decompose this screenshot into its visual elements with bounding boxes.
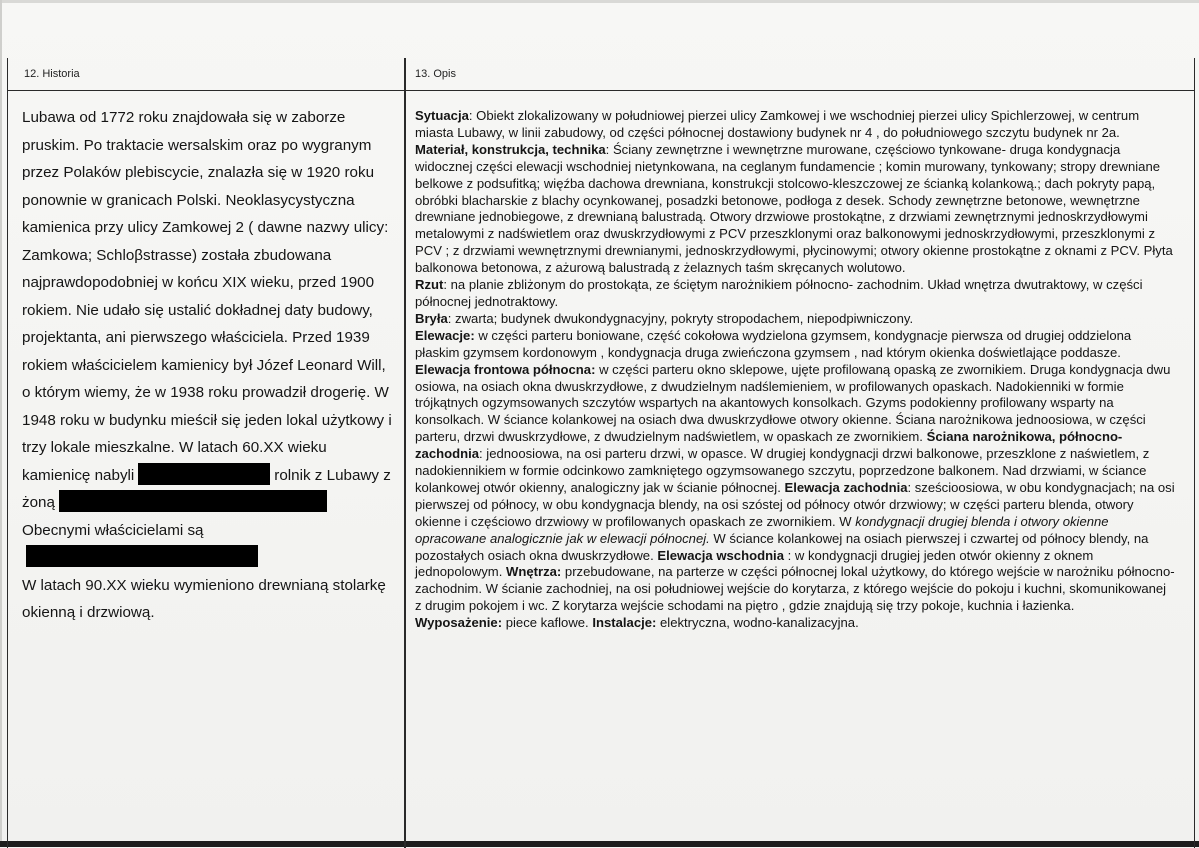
table-border-right	[1194, 58, 1195, 848]
table-border-left	[7, 58, 8, 848]
heading-naroznikowa: Ściana narożnikowa, północno- zachodnia	[415, 429, 1123, 462]
description-column	[415, 108, 1175, 632]
text-rzut: : na planie zbliżonym do prostokąta, ze ściętym narożnikiem północno- zachodnim. Układ wnętrza dwutraktowy, w części północnej jednotraktowy.	[415, 277, 1143, 309]
redaction-box	[26, 545, 258, 567]
scan-edge-bottom	[0, 841, 1199, 847]
desc-material	[415, 142, 1175, 277]
desc-wyposazenie	[415, 615, 1175, 632]
heading-wschodnia: Elewacja wschodnia	[657, 547, 784, 563]
text-bryla: : zwarta; budynek dwukondygnacyjny, pokryty stropodachem, niepodpiwniczony.	[447, 310, 914, 326]
history-paragraph-2: W latach 90.XX wieku wymieniono drewnianą stolarkę okienną i drzwiową.	[22, 576, 386, 621]
scan-edge-top	[0, 0, 1199, 3]
desc-elewacje	[415, 328, 1175, 362]
history-text-wlasc: właścicielami są	[94, 521, 204, 539]
heading-instalacje: Instalacje:	[592, 615, 657, 631]
redaction-box	[59, 490, 327, 512]
heading-elewacje: Elewacje:	[415, 327, 475, 343]
heading-wnetrza: Wnętrza:	[505, 564, 562, 580]
heading-material: Materiał, konstrukcja, technika	[415, 141, 606, 157]
text-naroznikowa: : jednoosiowa, na osi parteru drzwi, w opasce. W drugiej kondygnacji drzwi balkonowe, przeszklone z naświetlem, z nadokiennikiem w formie odcinkowo zamkniętego ogzymsowanego szczytu, poprzedzone balkonem. Nad drzwiami, w ściance kolankowej otwór okienny, analogiczny jak w ścianie północnej.	[415, 446, 1150, 495]
scan-edge-left	[0, 0, 2, 847]
desc-sytuacja	[415, 108, 1175, 142]
desc-rzut	[415, 277, 1175, 311]
history-text-rolnik: rolnik z Lubawy z żoną	[22, 466, 391, 511]
text-sytuacja: : Obiekt zlokalizowany w południowej pierzei ulicy Zamkowej i we wschodniej pierzei ulicy Spichlerzowej, w centrum miasta Lubawy, w linii zabudowy, od części północnej dostawiony budynek nr 4 , do południowego szczytu budynek nr 2a.	[415, 108, 1140, 140]
text-zachodnia-2: W ściance kolankowej na osiach pierwszej i czwartej od północy blendy, na pozostałych osiach okna dwuskrzydłowe.	[415, 530, 1149, 563]
history-text-obecnymi: Obecnymi	[22, 521, 91, 539]
history-text: Lubawa od 1772 roku znajdowała się w zaborze pruskim. Po traktacie wersalskim oraz po wygranym przez Polaków plebiscycie, znalazła się w 1920 roku ponownie w granicach Polski. Neoklasycystyczna kamienica przy ulicy Zamkowej 2 ( dawne nazwy ulicy: Zamkowa; Schloβstrasse) została zbudowana najprawdopodobniej w końcu XIX wieku, przed 1900 rokiem. Nie udało się ustalić dokładnej daty budowy, projektanta, ani pierwszego właściciela. Przed 1939 rokiem właścicielem kamienicy był Józef Leonard Will, o którym wiemy, że w 1938 roku prowadził drogerię. W 1948 roku w budynku mieścił się jeden lokal użytkowy i trzy lokale mieszkalne. W latach 60.XX wieku kamienicę	[22, 109, 392, 484]
text-zachodnia-italic: kondygnacji drugiej blenda i otwory okienne opracowane analogicznie jak w elewacji północnej.	[415, 513, 1109, 546]
heading-bryla: Bryła	[415, 310, 448, 326]
desc-frontowa	[415, 362, 1175, 616]
text-wyposazenie: piece kaflowe.	[502, 615, 589, 631]
text-instalacje: elektryczna, wodno-kanalizacyjna.	[656, 615, 859, 631]
redaction-box	[138, 463, 270, 485]
table-header-rule	[7, 90, 1195, 91]
heading-frontowa: Elewacja frontowa północna:	[415, 361, 596, 377]
heading-zachodnia: Elewacja zachodnia	[784, 479, 908, 495]
section-label-historia: 12. Historia	[24, 68, 80, 80]
section-label-opis: 13. Opis	[415, 68, 456, 80]
text-elewacje: w części parteru boniowane, część cokołowa wydzielona gzymsem, kondygnacje pierwsza od drugiej oddzielona płaskim gzymsem kordonowym , kondygnacja druga zwieńczona gzymsem , nad którym okienka doświetlające poddasze.	[415, 327, 1132, 360]
heading-wyposazenie: Wyposażenie:	[415, 615, 503, 631]
text-zachodnia: : sześcioosiowa, w obu kondygnacjach; na osi pierwszej od północy, w obu kondygnacja blendy, na osi szóstej od północy otwór drzwiowy; w części parteru blenda, otwory okienne i częściowo drzwiowy w profilowanych opaskach ze zwornikiem. W	[415, 479, 1175, 529]
history-column	[22, 104, 392, 627]
text-wschodnia: : w kondygnacji drugiej jeden otwór okienny z oknem jednopolowym.	[415, 547, 1094, 580]
heading-rzut: Rzut	[415, 277, 444, 293]
history-paragraph	[22, 104, 392, 572]
heading-sytuacja: Sytuacja	[415, 108, 469, 123]
text-frontowa: w części parteru okno sklepowe, ujęte profilowaną opaską ze zwornikiem. Druga kondygnacja dwu osiowa, na osiach okna dwuskrzydłowe, z dwudzielnym nadślemieniem, w profilowanych opaskach. Nadokienniki w formie trójkątnych ogzymsowanych szczytów wspartych na akantowych konsolkach. Gzyms podokienny profilowany wsparty na konsolkach. W ściance kolankowej na osiach dwa dwuskrzydłowe otwory okienne. Ściana narożnikowa jednoosiowa, w części parteru, drzwi dwuskrzydłowe, z dwudzielnym nadświetlem, w opaskach ze zwornikiem.	[415, 361, 1171, 445]
table-divider	[404, 58, 406, 848]
history-text-nabyli: nabyli	[94, 466, 135, 484]
text-material: : Ściany zewnętrzne i wewnętrzne murowane, częściowo tynkowane- druga kondygnacja widocznej części elewacji wschodniej nietynkowana, na ceglanym fundamencie ; komin murowany, tynkowany; stropy drewniane belkowe z podsufitką; więźba dachowa drewniana, konstrukcji stolcowo-kleszczowej ze ścianką kolankową.; dach pokryty papą, obróbki blacharskie z blachy ocynkowanej, posadzki betonowe, podłoga z desek. Schody zewnętrzne betonowe, wewnętrzne drewniane jednobiegowe, z drewnianą balustradą. Otwory drzwiowe prostokątne, z drzwiami zewnętrznymi jednoskrzydłowymi metalowymi z nadświetlem oraz dwuskrzydłowymi z PCV przeszklonymi oraz balkonowymi jednoskrzydłowymi, przeszklonymi z PCV ; z drzwiami wewnętrznymi drewnianymi, jednoskrzydłowymi, płycinowymi; otwory okienne prostokątne z oknami z PCV. Płyta balkonowa betonowa, z ażurową balustradą z żelaznych taśm skręcanych wolutowo.	[415, 141, 1173, 276]
desc-bryla	[415, 311, 1175, 328]
text-wnetrza: przebudowane, na parterze w części północnej lokal użytkowy, do którego wejście w narożniku północno- zachodnim. W ścianie zachodniej, na osi południowej wejście do korytarza, z którego wejście do pokoju i kuchni, skomunikowanej z drugim pokojem i wc. Z korytarza wejście schodami na piętro , gdzie znajdują się trzy pokoje, kuchnia i łazienka.	[415, 564, 1175, 614]
